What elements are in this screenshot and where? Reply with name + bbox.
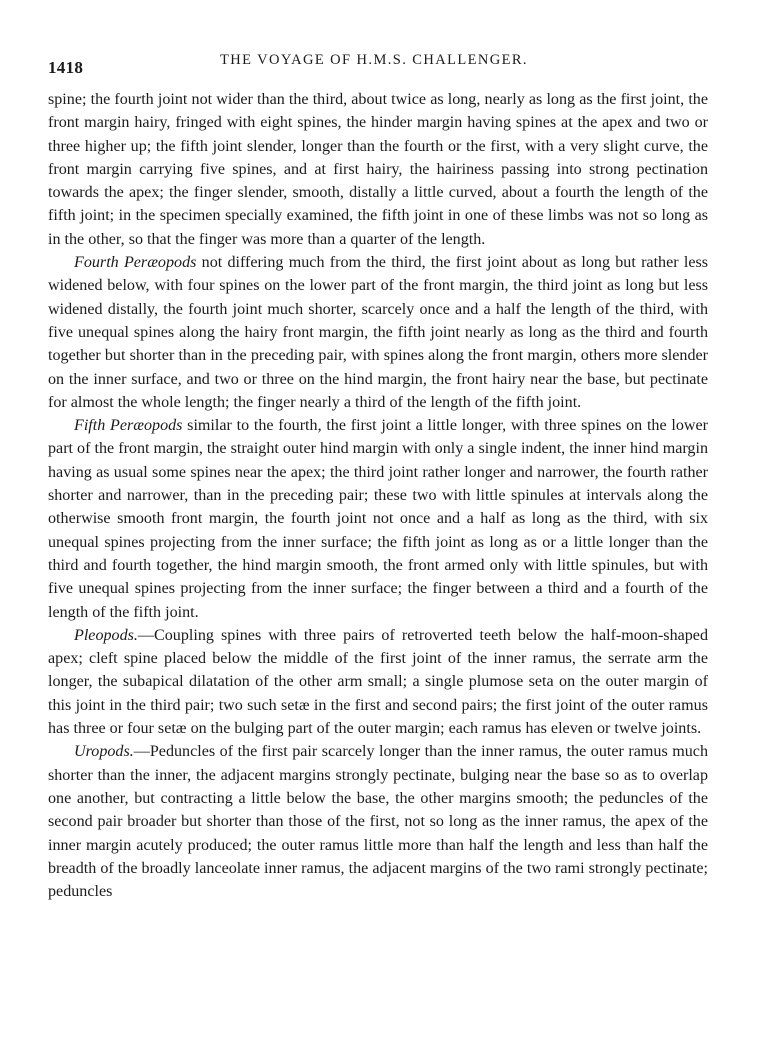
paragraph-text: not differing much from the third, the first joint about as long but rather less widened below, with four spines on the lower part of the front margin, the third joint as long but less widened distally, the fourth joint much shorter, scarcely once and a half the length of the third, with five unequal spines along the hairy front margin, the fifth joint nearly as long as the third and fourth together but shorter than in the preceding pair, with spines along the front margin, others more slender on the inner surface, and two or three on the hind margin, the front hairy near the base, but pectinate for almost the whole length; the finger nearly a third of the length of the fifth joint. bbox=[48, 254, 708, 411]
page-header bbox=[48, 52, 708, 78]
body-text bbox=[48, 88, 708, 903]
paragraph-fifth-peraeopods bbox=[48, 414, 708, 624]
paragraph-pleopods bbox=[48, 624, 708, 740]
paragraph-text: spine; the fourth joint not wider than the third, about twice as long, nearly as long as the first joint, the front margin hairy, fringed with eight spines, the hinder margin having spines at the apex and two or three higher up; the fifth joint slender, longer than the fourth or the first, with a very slight curve, the front margin carrying five spines, and at first hairy, the hairiness passing into strong pectination towards the apex; the finger slender, smooth, distally a little curved, about a fourth the length of the fifth joint; in the specimen specially examined, the fifth joint in one of these limbs was not so long as in the other, so that the finger was more than a quarter of the length. bbox=[48, 91, 708, 248]
paragraph-text: —Coupling spines with three pairs of retroverted teeth below the half-moon-shaped apex; cleft spine placed below the middle of the first joint of the inner ramus, the serrate arm the longer, the subapical dilatation of the other arm small; a single plumose seta on the outer margin of this joint in the third pair; two such setæ in the first and second pairs; the first joint of the outer ramus has three or four setæ on the bulging part of the outer margin; each ramus has eleven or twelve joints. bbox=[48, 626, 708, 738]
paragraph-uropods bbox=[48, 740, 708, 903]
paragraph-fourth-peraeopods bbox=[48, 251, 708, 414]
running-title: THE VOYAGE OF H.M.S. CHALLENGER. bbox=[220, 52, 528, 68]
paragraph-lead: Fourth Peræopods bbox=[74, 254, 197, 272]
paragraph-lead: Fifth Peræopods bbox=[74, 417, 183, 435]
paragraph-lead: Uropods. bbox=[74, 743, 134, 761]
paragraph-continuation bbox=[48, 88, 708, 251]
paragraph-text: similar to the fourth, the first joint a little longer, with three spines on the lower part of the front margin, the straight outer hind margin with only a single indent, the inner hind margin having as usual some spines near the apex; the third joint rather longer and narrower, the fourth rather shorter and narrower, than in the preceding pair; these two with little spinules at intervals along the otherwise smooth front margin, the fourth joint not once and a half as long as the third, with six unequal spines projecting from the inner surface; the fifth joint as long as or a little longer than the third and fourth together, the hind margin smooth, the front armed only with little spinules, but with five unequal spines projecting from the inner surface; the finger between a third and a fourth of the length of the fifth joint. bbox=[48, 417, 708, 621]
paragraph-lead: Pleopods. bbox=[74, 626, 138, 644]
page-number: 1418 bbox=[48, 58, 84, 77]
paragraph-text: —Peduncles of the first pair scarcely longer than the inner ramus, the outer ramus much shorter than the inner, the adjacent margins strongly pectinate, bulging near the base so as to overlap one another, but contracting a little below the base, the other margins smooth; the peduncles of the second pair broader but shorter than those of the first, not so long as the inner ramus, the apex of the inner margin acutely produced; the outer ramus little more than half the length and less than half the breadth of the broadly lanceolate inner ramus, the adjacent margins of the two rami strongly pectinate; peduncles bbox=[48, 743, 708, 901]
